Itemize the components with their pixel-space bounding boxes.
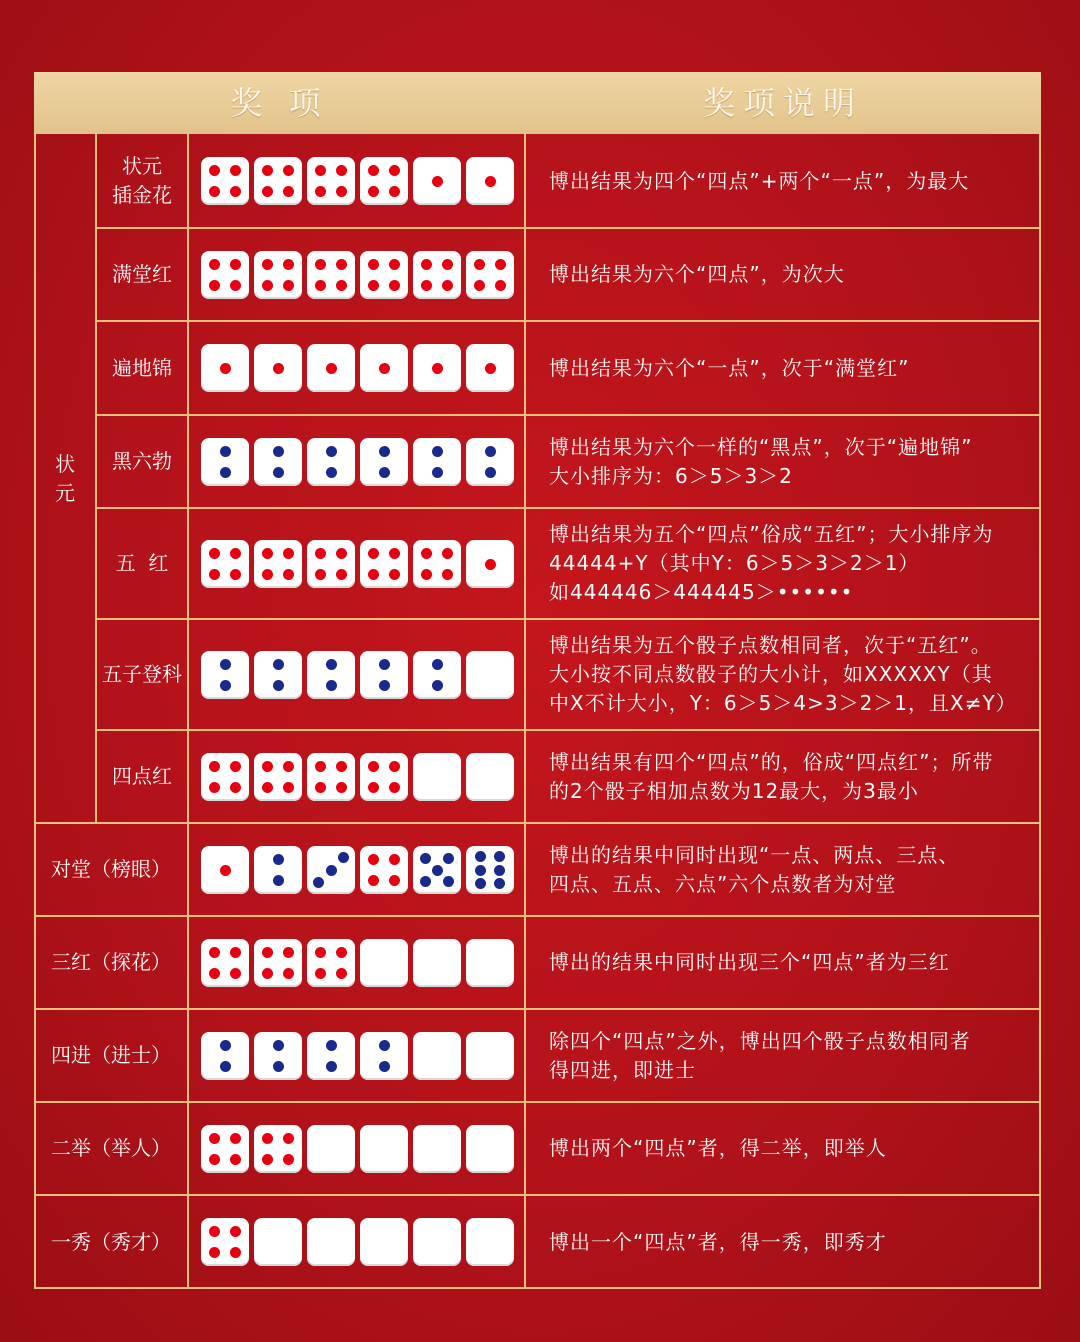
die-face-1 xyxy=(201,344,249,392)
die-pip xyxy=(209,947,220,958)
die-pip xyxy=(209,782,220,793)
die-pip xyxy=(315,165,326,176)
die-pip xyxy=(283,548,294,559)
die-pip xyxy=(209,968,220,979)
description-line: 大小按不同点数骰子的大小计，如XXXXXY（其 xyxy=(549,662,993,686)
die-pip xyxy=(262,259,273,270)
die-pip xyxy=(368,259,379,270)
die-face-4 xyxy=(201,939,249,987)
die-pip xyxy=(283,569,294,580)
die-pip xyxy=(283,165,294,176)
die-pip xyxy=(485,446,496,457)
die-pip xyxy=(432,467,443,478)
die-pip xyxy=(262,165,273,176)
die-pip xyxy=(313,877,324,888)
dice-row xyxy=(201,1032,514,1080)
die-pip xyxy=(494,865,505,876)
die-pip xyxy=(389,782,400,793)
die-pip xyxy=(315,186,326,197)
description-line: 四点、五点、六点”六个点数者为对堂 xyxy=(549,871,897,896)
die-face-2 xyxy=(201,651,249,699)
die-pip xyxy=(220,680,231,691)
die-pip xyxy=(336,782,347,793)
die-pip xyxy=(230,1154,241,1165)
description-line: 博出的结果中同时出现“一点、两点、三点、 xyxy=(549,842,960,867)
die-pip xyxy=(442,569,453,580)
die-pip xyxy=(485,559,496,570)
die-pip xyxy=(315,782,326,793)
dice-row xyxy=(201,540,514,588)
die-pip xyxy=(326,659,337,670)
prize-description xyxy=(549,508,1029,619)
die-pip xyxy=(494,851,505,862)
prize-description xyxy=(549,134,1029,228)
die-pip xyxy=(368,569,379,580)
prize-description xyxy=(549,823,1029,916)
die-pip xyxy=(230,259,241,270)
prize-name: 一秀（秀才） xyxy=(51,1229,171,1254)
die-pip xyxy=(262,1133,273,1144)
die-face-2 xyxy=(466,438,514,486)
description-line: 博出结果为五个骰子点数相同者，次于“五红”。 xyxy=(549,633,992,657)
die-pip xyxy=(209,186,220,197)
die-pip xyxy=(442,280,453,291)
die-face-1 xyxy=(360,344,408,392)
die-pip xyxy=(389,875,400,886)
die-pip xyxy=(315,947,326,958)
die-pip xyxy=(230,782,241,793)
die-face-4 xyxy=(254,753,302,801)
die-pip xyxy=(220,865,231,876)
die-face-4 xyxy=(360,157,408,205)
die-pip xyxy=(315,761,326,772)
die-pip xyxy=(336,548,347,559)
die-pip xyxy=(389,259,400,270)
die-pip xyxy=(389,186,400,197)
die-pip xyxy=(209,1247,220,1258)
die-pip xyxy=(379,363,390,374)
die-pip xyxy=(475,878,486,889)
die-pip xyxy=(220,363,231,374)
grid-line xyxy=(1039,134,1041,1289)
die-pip xyxy=(475,865,486,876)
die-pip xyxy=(336,947,347,958)
die-pip xyxy=(421,280,432,291)
die-pip xyxy=(209,259,220,270)
die-pip xyxy=(273,1040,284,1051)
die-blank xyxy=(360,939,408,987)
description-line: 博出结果为四个“四点”+两个“一点”，为最大 xyxy=(549,168,970,193)
die-pip xyxy=(326,865,337,876)
die-pip xyxy=(326,680,337,691)
die-pip xyxy=(220,659,231,670)
die-face-1 xyxy=(466,157,514,205)
die-blank xyxy=(307,1218,355,1266)
die-pip xyxy=(495,259,506,270)
die-face-2 xyxy=(413,651,461,699)
die-pip xyxy=(230,548,241,559)
die-face-2 xyxy=(360,651,408,699)
die-pip xyxy=(315,280,326,291)
die-pip xyxy=(326,1061,337,1072)
prize-description xyxy=(549,1009,1029,1102)
die-pip xyxy=(283,968,294,979)
die-pip xyxy=(273,875,284,886)
prize-description xyxy=(549,916,1029,1009)
die-blank xyxy=(360,1218,408,1266)
die-blank xyxy=(466,651,514,699)
die-pip xyxy=(420,853,431,864)
description-line: 大小排序为：6＞5＞3＞2 xyxy=(549,463,793,488)
die-pip xyxy=(273,1061,284,1072)
die-pip xyxy=(283,280,294,291)
die-blank xyxy=(466,753,514,801)
die-face-2 xyxy=(360,1032,408,1080)
die-pip xyxy=(368,854,379,865)
die-pip xyxy=(368,280,379,291)
die-pip xyxy=(262,968,273,979)
prize-description xyxy=(549,228,1029,321)
die-pip xyxy=(273,363,284,374)
die-pip xyxy=(209,1154,220,1165)
table-body xyxy=(34,134,1041,1289)
die-pip xyxy=(336,186,347,197)
die-pip xyxy=(283,186,294,197)
die-face-2 xyxy=(307,651,355,699)
die-face-1 xyxy=(201,846,249,894)
die-pip xyxy=(262,548,273,559)
die-pip xyxy=(209,761,220,772)
die-face-2 xyxy=(254,846,302,894)
die-pip xyxy=(230,569,241,580)
die-face-4 xyxy=(254,251,302,299)
die-blank xyxy=(254,1218,302,1266)
prize-description xyxy=(549,1102,1029,1195)
die-pip xyxy=(336,761,347,772)
prize-description xyxy=(549,730,1029,823)
die-face-6 xyxy=(466,846,514,894)
die-pip xyxy=(432,446,443,457)
die-pip xyxy=(262,280,273,291)
die-face-4 xyxy=(307,157,355,205)
die-pip xyxy=(336,968,347,979)
die-face-2 xyxy=(307,1032,355,1080)
header-description: 奖项说明 xyxy=(702,84,863,122)
die-pip xyxy=(432,363,443,374)
die-pip xyxy=(273,854,284,865)
die-pip xyxy=(442,259,453,270)
die-blank xyxy=(466,1032,514,1080)
die-pip xyxy=(315,968,326,979)
die-pip xyxy=(326,363,337,374)
die-pip xyxy=(379,1040,390,1051)
description-line: 博出的结果中同时出现三个“四点”者为三红 xyxy=(549,950,950,974)
description-line: 博出结果为六个一样的“黑点”，次于“遍地锦” xyxy=(549,434,973,459)
die-pip xyxy=(230,761,241,772)
die-pip xyxy=(368,875,379,886)
die-blank xyxy=(466,1218,514,1266)
description-line: 的2个骰子相加点数为12最大，为3最小 xyxy=(549,778,919,803)
die-face-4 xyxy=(307,540,355,588)
prize-name: 遍地锦 xyxy=(112,355,172,380)
die-face-4 xyxy=(466,251,514,299)
die-face-2 xyxy=(307,438,355,486)
die-pip xyxy=(389,280,400,291)
die-pip xyxy=(315,259,326,270)
die-face-4 xyxy=(201,251,249,299)
die-pip xyxy=(283,782,294,793)
die-pip xyxy=(315,548,326,559)
die-pip xyxy=(420,876,431,887)
die-pip xyxy=(485,176,496,187)
die-pip xyxy=(262,1154,273,1165)
die-pip xyxy=(379,1061,390,1072)
die-pip xyxy=(336,165,347,176)
dice-row xyxy=(201,1218,514,1266)
die-blank xyxy=(466,1125,514,1173)
description-line: 得四进，即进士 xyxy=(549,1057,696,1082)
die-pip xyxy=(209,165,220,176)
dice-row xyxy=(201,753,514,801)
die-pip xyxy=(230,1247,241,1258)
prize-name: 黑六勃 xyxy=(112,449,172,473)
die-pip xyxy=(379,680,390,691)
die-blank xyxy=(413,753,461,801)
die-pip xyxy=(432,865,443,876)
die-pip xyxy=(389,569,400,580)
die-face-2 xyxy=(254,651,302,699)
die-pip xyxy=(326,467,337,478)
die-face-4 xyxy=(360,753,408,801)
die-face-2 xyxy=(254,1032,302,1080)
die-face-1 xyxy=(466,540,514,588)
die-face-4 xyxy=(201,540,249,588)
die-pip xyxy=(283,761,294,772)
die-pip xyxy=(443,876,454,887)
die-pip xyxy=(220,1040,231,1051)
die-pip xyxy=(379,446,390,457)
die-pip xyxy=(326,446,337,457)
die-pip xyxy=(495,280,506,291)
die-pip xyxy=(368,186,379,197)
dice-row xyxy=(201,251,514,299)
prize-name: 四进（进士） xyxy=(51,1043,171,1067)
die-pip xyxy=(475,851,486,862)
header-prize: 奖 项 xyxy=(230,84,329,122)
die-face-4 xyxy=(201,1125,249,1173)
dice-row xyxy=(201,1125,514,1173)
group-label-zhuangyuan: 状 元 xyxy=(55,451,75,505)
prize-name: 二举（举人） xyxy=(51,1136,171,1160)
die-face-4 xyxy=(360,846,408,894)
die-pip xyxy=(389,761,400,772)
description-line: 博出结果有四个“四点”的，俗成“四点红”；所带 xyxy=(549,749,994,774)
description-line: 博出结果为六个“一点”，次于“满堂红” xyxy=(549,355,910,380)
dice-row xyxy=(201,651,514,699)
die-pip xyxy=(368,165,379,176)
die-pip xyxy=(336,259,347,270)
die-pip xyxy=(421,259,432,270)
die-face-4 xyxy=(360,540,408,588)
die-face-5 xyxy=(413,846,461,894)
die-pip xyxy=(421,569,432,580)
dice-row xyxy=(201,939,514,987)
die-face-2 xyxy=(201,438,249,486)
die-face-4 xyxy=(254,157,302,205)
die-pip xyxy=(389,165,400,176)
die-pip xyxy=(368,761,379,772)
die-pip xyxy=(485,363,496,374)
die-pip xyxy=(262,186,273,197)
die-face-4 xyxy=(201,1218,249,1266)
prize-name: 满堂红 xyxy=(112,262,172,286)
die-face-4 xyxy=(201,753,249,801)
die-pip xyxy=(283,1154,294,1165)
die-pip xyxy=(230,1133,241,1144)
die-pip xyxy=(262,947,273,958)
die-face-4 xyxy=(201,157,249,205)
die-pip xyxy=(209,1226,220,1237)
die-face-1 xyxy=(466,344,514,392)
prize-name: 状元 插金花 xyxy=(112,154,172,207)
description-line: 博出结果为六个“四点”，为次大 xyxy=(549,262,845,286)
die-pip xyxy=(442,548,453,559)
die-blank xyxy=(413,1032,461,1080)
die-pip xyxy=(474,280,485,291)
grid-line xyxy=(524,134,526,1289)
die-pip xyxy=(474,259,485,270)
die-face-2 xyxy=(413,438,461,486)
description-line: 博出两个“四点”者，得二举，即举人 xyxy=(549,1136,887,1160)
die-face-3 xyxy=(307,846,355,894)
prize-description xyxy=(549,415,1029,508)
die-pip xyxy=(315,569,326,580)
die-blank xyxy=(413,939,461,987)
die-face-1 xyxy=(413,157,461,205)
prize-name: 三红（探花） xyxy=(51,950,171,974)
description-line: 除四个“四点”之外，博出四个骰子点数相同者 xyxy=(549,1028,971,1053)
die-blank xyxy=(466,939,514,987)
dice-row xyxy=(201,344,514,392)
table-header xyxy=(34,72,1041,134)
die-blank xyxy=(360,1125,408,1173)
die-face-4 xyxy=(307,939,355,987)
die-pip xyxy=(273,446,284,457)
die-face-2 xyxy=(254,438,302,486)
die-pip xyxy=(443,853,454,864)
die-blank xyxy=(413,1218,461,1266)
prize-name: 五子登科 xyxy=(102,662,182,686)
prize-description xyxy=(549,321,1029,415)
die-face-4 xyxy=(413,251,461,299)
description-line: 如444446＞444445＞•••••• xyxy=(549,580,854,604)
die-pip xyxy=(389,854,400,865)
die-pip xyxy=(209,548,220,559)
die-pip xyxy=(389,548,400,559)
prize-name: 五 红 xyxy=(115,551,169,575)
description-line: 中X不计大小，Y：6＞5＞4>3＞2＞1，且X≠Y） xyxy=(549,691,1017,715)
die-pip xyxy=(379,467,390,478)
prize-name: 四点红 xyxy=(112,764,172,788)
die-pip xyxy=(485,467,496,478)
die-pip xyxy=(326,1040,337,1051)
die-pip xyxy=(220,446,231,457)
description-line: 博出一个“四点”者，得一秀，即秀才 xyxy=(549,1229,887,1254)
die-face-4 xyxy=(254,1125,302,1173)
die-pip xyxy=(230,165,241,176)
die-pip xyxy=(432,680,443,691)
die-pip xyxy=(230,186,241,197)
die-pip xyxy=(209,1133,220,1144)
die-face-2 xyxy=(201,1032,249,1080)
die-pip xyxy=(273,680,284,691)
die-pip xyxy=(421,548,432,559)
die-face-4 xyxy=(360,251,408,299)
die-pip xyxy=(230,280,241,291)
die-pip xyxy=(230,1226,241,1237)
description-line: 博出结果为五个“四点”俗成“五红”；大小排序为 xyxy=(549,522,994,546)
die-face-4 xyxy=(254,540,302,588)
die-pip xyxy=(230,947,241,958)
prize-name: 对堂（榜眼） xyxy=(51,857,171,881)
die-face-4 xyxy=(254,939,302,987)
die-blank xyxy=(307,1125,355,1173)
die-face-4 xyxy=(307,753,355,801)
die-pip xyxy=(432,659,443,670)
die-pip xyxy=(273,467,284,478)
die-pip xyxy=(209,280,220,291)
die-pip xyxy=(368,782,379,793)
die-pip xyxy=(262,782,273,793)
die-pip xyxy=(273,659,284,670)
description-line: 44444+Y（其中Y：6＞5＞3＞2＞1） xyxy=(549,551,920,575)
die-pip xyxy=(494,878,505,889)
die-pip xyxy=(283,259,294,270)
dice-row xyxy=(201,157,514,205)
die-pip xyxy=(379,659,390,670)
die-pip xyxy=(283,1133,294,1144)
die-pip xyxy=(230,968,241,979)
die-pip xyxy=(262,761,273,772)
dice-row xyxy=(201,846,514,894)
die-pip xyxy=(220,1061,231,1072)
die-pip xyxy=(283,947,294,958)
die-pip xyxy=(338,852,349,863)
die-pip xyxy=(432,176,443,187)
die-face-1 xyxy=(307,344,355,392)
die-pip xyxy=(336,569,347,580)
prize-description xyxy=(549,619,1029,730)
die-face-2 xyxy=(360,438,408,486)
prize-description xyxy=(549,1195,1029,1289)
die-face-1 xyxy=(413,344,461,392)
die-face-4 xyxy=(307,251,355,299)
die-pip xyxy=(336,280,347,291)
die-blank xyxy=(413,1125,461,1173)
die-pip xyxy=(209,569,220,580)
die-pip xyxy=(368,548,379,559)
die-face-1 xyxy=(254,344,302,392)
dice-row xyxy=(201,438,514,486)
die-face-4 xyxy=(413,540,461,588)
die-pip xyxy=(220,467,231,478)
die-pip xyxy=(262,569,273,580)
